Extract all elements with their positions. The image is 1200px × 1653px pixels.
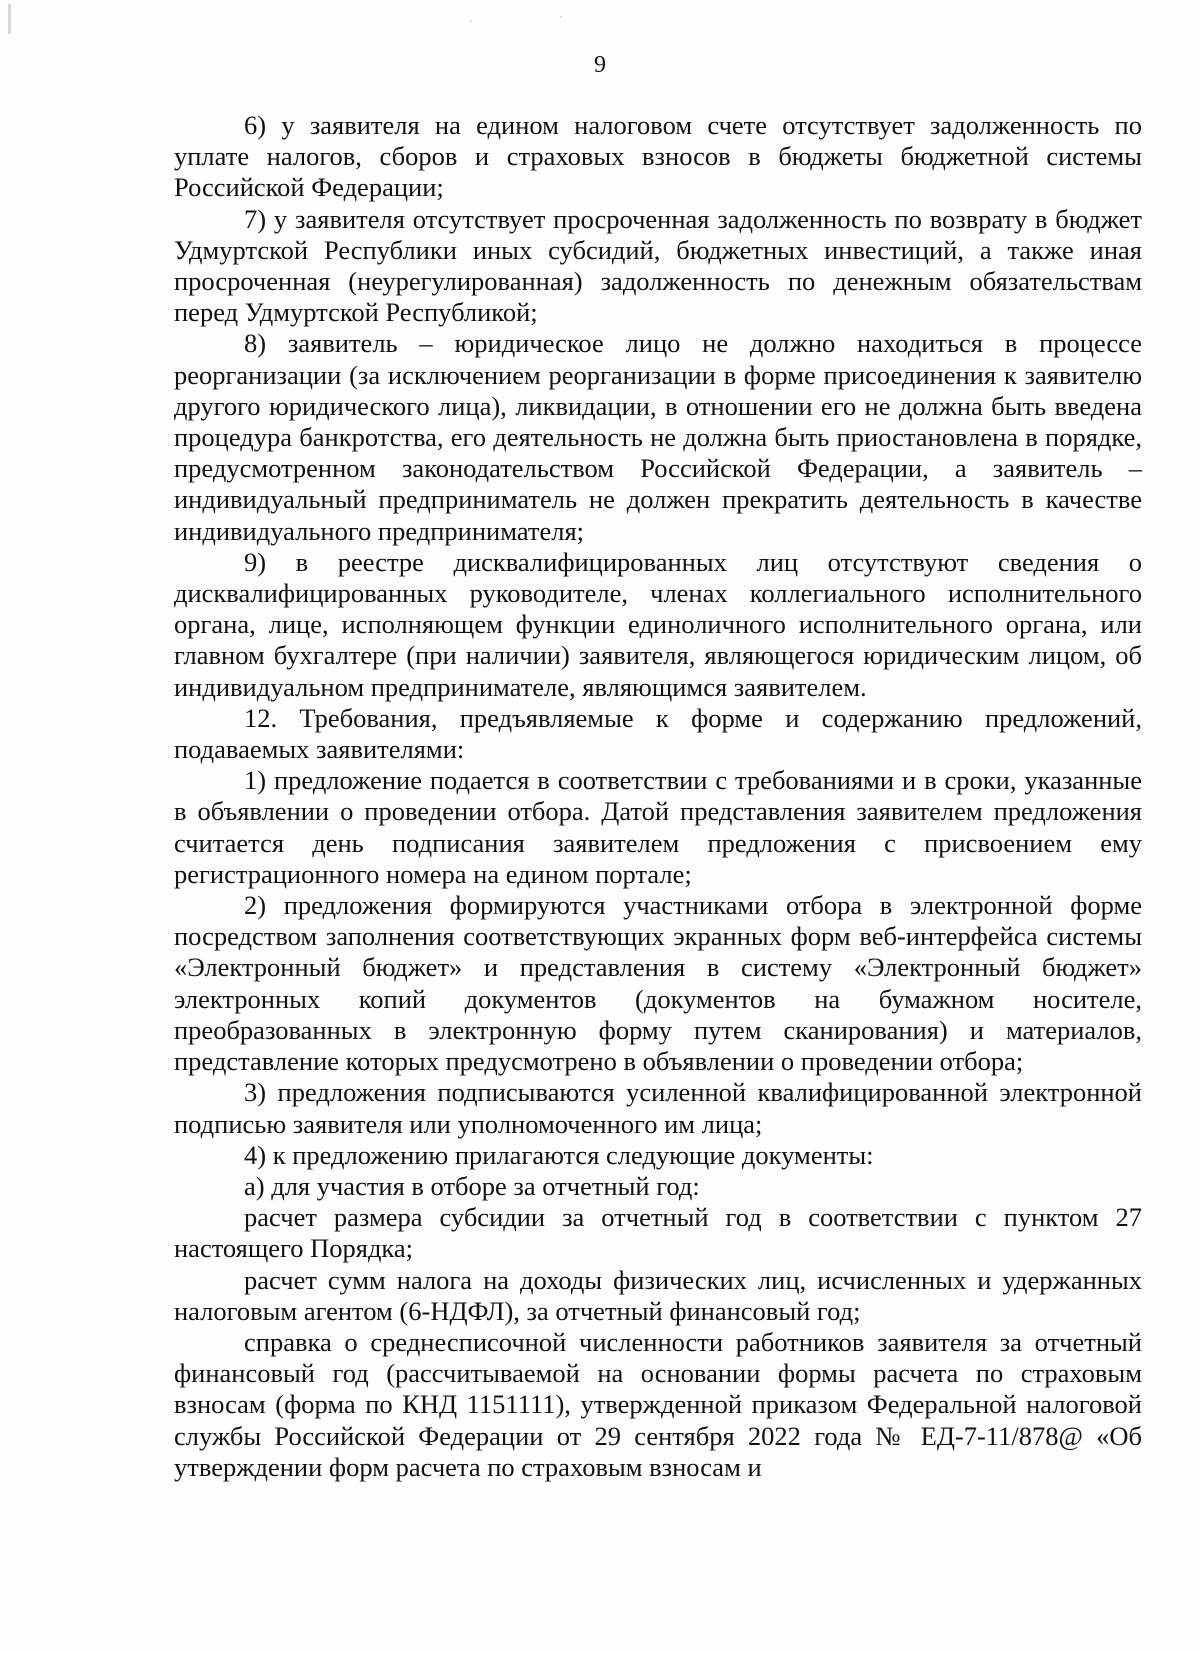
paragraph: 6) у заявителя на едином налоговом счете отсутствует задолженность по уплате налогов, сборов и страховых взносов в бюджеты бюджетной системы Российской Федерации;	[174, 110, 1142, 203]
document-text	[174, 110, 1142, 1483]
paragraph: 8) заявитель – юридическое лицо не должно находиться в процессе реорганизации (за исключением реорганизации в форме присоединения к заявителю другого юридического лица), ликвидации, в отношении его не должна быть введена процедура банкротства, его деятельность не должна быть приостановлена в порядке, предусмотренном законодательством Российской Федерации, а заявитель – индивидуальный предприниматель не должен прекратить деятельность в качестве индивидуального предпринимателя;	[174, 328, 1142, 546]
paragraph: 4) к предложению прилагаются следующие документы:	[244, 1139, 874, 1170]
paragraph: расчет размера субсидии за отчетный год в соответствии с пунктом 27 настоящего Порядка;	[174, 1202, 1142, 1264]
paragraph: расчет сумм налога на доходы физических лиц, исчисленных и удержанных налоговым агентом (6-НДФЛ), за отчетный финансовый год;	[174, 1264, 1142, 1326]
scan-artifact	[8, 4, 11, 34]
page-number: 9	[594, 52, 606, 78]
paragraph: справка о среднесписочной численности работников заявителя за отчетный финансовый год (рассчитываемой на основании формы расчета по страховым взносам (форма по КНД 1151111), утвержденной приказом Федеральной налоговой службы Российской Федерации от 29 сентября 2022 года № ЕД-7-11/878@ «Об утверждении форм расчета по страховым взносам и	[174, 1326, 1142, 1482]
paragraph: 12. Требования, предъявляемые к форме и содержанию предложений, подаваемых заявителями:	[174, 702, 1142, 765]
scan-artifact	[470, 20, 472, 22]
scan-artifact	[560, 16, 562, 18]
paragraph: 7) у заявителя отсутствует просроченная задолженность по возврату в бюджет Удмуртской Республики иных субсидий, бюджетных инвестиций, а также иная просроченная (неурегулированная) задолженность по денежным обязательствам перед Удмуртской Республикой;	[174, 203, 1142, 328]
paragraph: а) для участия в отборе за отчетный год:	[244, 1170, 700, 1201]
paragraph: 3) предложения подписываются усиленной квалифицированной электронной подписью заявителя или уполномоченного им лица;	[174, 1077, 1142, 1139]
paragraph: 9) в реестре дисквалифицированных лиц отсутствуют сведения о дисквалифицированных руководителе, членах коллегиального исполнительного органа, лице, исполняющем функции единоличного исполнительного органа, или главном бухгалтере (при наличии) заявителя, являющегося юридическим лицом, об индивидуальном предпринимателе, являющимся заявителем.	[174, 546, 1142, 702]
paragraph: 1) предложение подается в соответствии с требованиями и в сроки, указанные в объявлении о проведении отбора. Датой представления заявителем предложения считается день подписания заявителем предложения с присвоением ему регистрационного номера на едином портале;	[174, 765, 1142, 889]
paragraph: 2) предложения формируются участниками отбора в электронной форме посредством заполнения соответствующих экранных форм веб-интерфейса системы «Электронный бюджет» и представления в систему «Электронный бюджет» электронных копий документов (документов на бумажном носителе, преобразованных в электронную форму путем сканирования) и материалов, представление которых предусмотрено в объявлении о проведении отбора;	[174, 890, 1142, 1077]
